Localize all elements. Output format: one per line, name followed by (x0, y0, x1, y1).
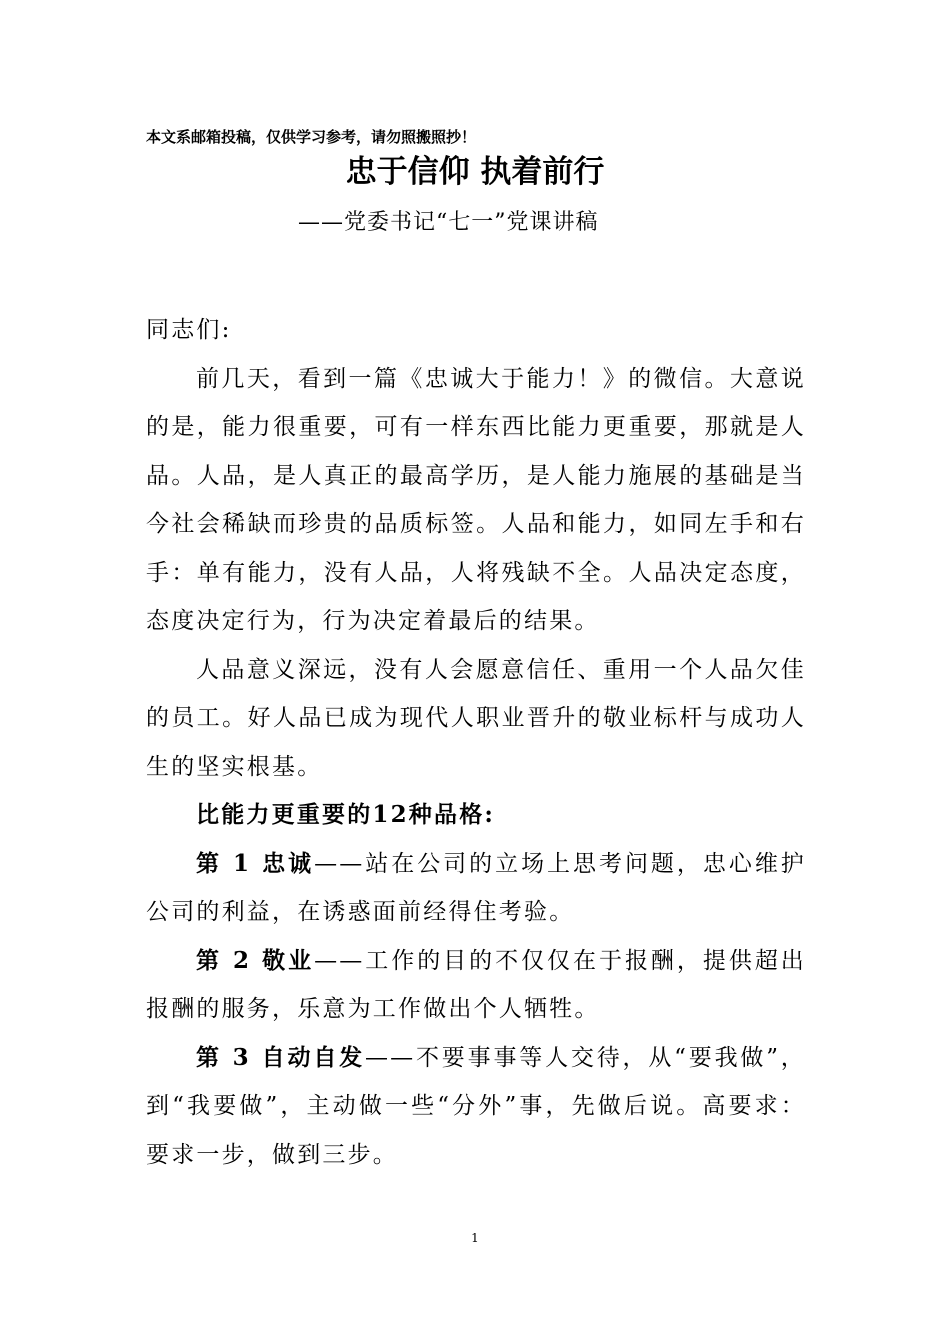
quality-label: 第 1 忠诚 (196, 849, 315, 877)
list-heading-text: 比能力更重要的12种品格: (196, 801, 496, 828)
quality-item-initiative (146, 1034, 806, 1180)
list-heading (146, 791, 806, 840)
greeting: 同志们: (146, 317, 232, 343)
submission-notice: 本文系邮箱投稿，仅供学习参考，请勿照搬照抄！ (146, 128, 477, 146)
document-title: 忠于信仰 执着前行 (345, 154, 605, 190)
quality-text: ——不要事事等人交待，从“要我做”，到“我要做”，主动做一些“分外”事，先做后说。高要求：要求一步，做到三步。 (146, 1044, 806, 1168)
quality-item-loyalty (146, 840, 806, 937)
document-subtitle: ——党委书记“七一”党课讲稿 (298, 210, 599, 235)
quality-text: ——工作的目的不仅仅在于报酬，提供超出报酬的服务，乐意为工作做出个人牺牲。 (146, 947, 806, 1022)
document-body (146, 306, 806, 1179)
quality-label: 第 2 敬业 (196, 946, 315, 974)
paragraph-character: 人品意义深远，没有人会愿意信任、重用一个人品欠佳的员工。好人品已成为现代人职业晋升的敬业标杆与成功人生的坚实根基。 (146, 656, 806, 780)
paragraph-intro: 前几天，看到一篇《忠诚大于能力！》的微信。大意说的是，能力很重要，可有一样东西比能力更重要，那就是人品。人品，是人真正的最高学历，是人能力施展的基础是当今社会稀缺而珍贵的品质标签。人品和能力，如同左手和右手：单有能力，没有人品，人将残缺不全。人品决定态度，态度决定行为，行为决定着最后的结果。 (146, 365, 806, 634)
quality-text: ——站在公司的立场上思考问题，忠心维护公司的利益，在诱惑面前经得住考验。 (146, 850, 806, 925)
quality-item-dedication (146, 937, 806, 1034)
page-number: 1 (471, 1231, 479, 1245)
quality-label: 第 3 自动自发 (196, 1043, 365, 1071)
